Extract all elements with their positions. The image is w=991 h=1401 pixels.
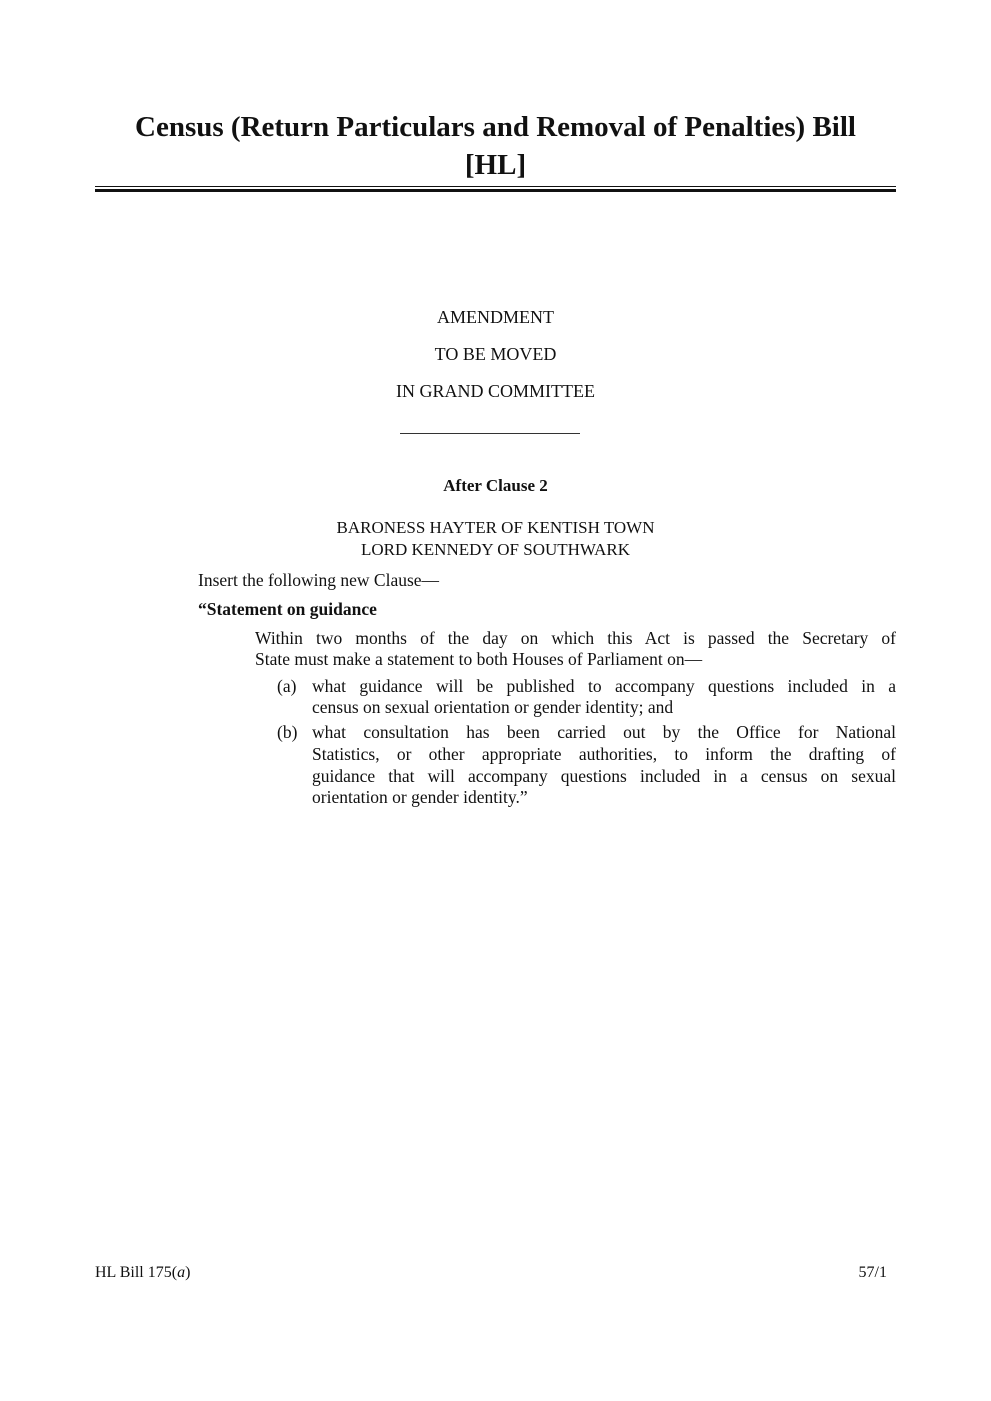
item-line: Statistics, or other appropriate authorities, to inform the drafting of <box>312 744 896 764</box>
amendment-ref: 57/1 <box>858 1264 887 1281</box>
item-line: what consultation has been carried out by the Office for National <box>312 722 896 742</box>
heading-amendment: AMENDMENT <box>437 307 554 327</box>
clause-title: “Statement on guidance <box>198 599 377 619</box>
bill-number-close: ) <box>185 1264 191 1281</box>
title-rule-thick <box>95 189 896 192</box>
bill-number <box>95 1264 190 1282</box>
item-label: (b) <box>277 722 298 742</box>
bill-title-line1: Census (Return Particulars and Removal of Penalties) Bill <box>135 111 856 143</box>
clause-position: After Clause 2 <box>443 476 548 495</box>
instruction: Insert the following new Clause— <box>198 570 440 590</box>
intro-line: Within two months of the day on which this Act is passed the Secretary of <box>255 628 896 648</box>
item-label: (a) <box>277 676 297 696</box>
heading-committee: IN GRAND COMMITTEE <box>396 381 595 401</box>
item-line: what guidance will be published to accompany questions included in a <box>312 676 896 696</box>
item-line: census on sexual orientation or gender identity; and <box>312 697 674 717</box>
bill-title-line2: [HL] <box>464 149 527 181</box>
item-line: orientation or gender identity.” <box>312 787 528 807</box>
title-rule <box>95 186 896 187</box>
mover-1: BARONESS HAYTER OF KENTISH TOWN <box>336 518 655 537</box>
mover-2: LORD KENNEDY OF SOUTHWARK <box>360 540 630 559</box>
item-line: guidance that will accompany questions included in a census on sexual <box>312 766 896 786</box>
heading-moved: TO BE MOVED <box>434 344 557 364</box>
bill-number-prefix: HL Bill 175( <box>95 1264 178 1281</box>
divider <box>400 433 580 434</box>
bill-number-suffix: a <box>177 1264 186 1281</box>
intro-line: State must make a statement to both Houses of Parliament on— <box>255 649 703 669</box>
